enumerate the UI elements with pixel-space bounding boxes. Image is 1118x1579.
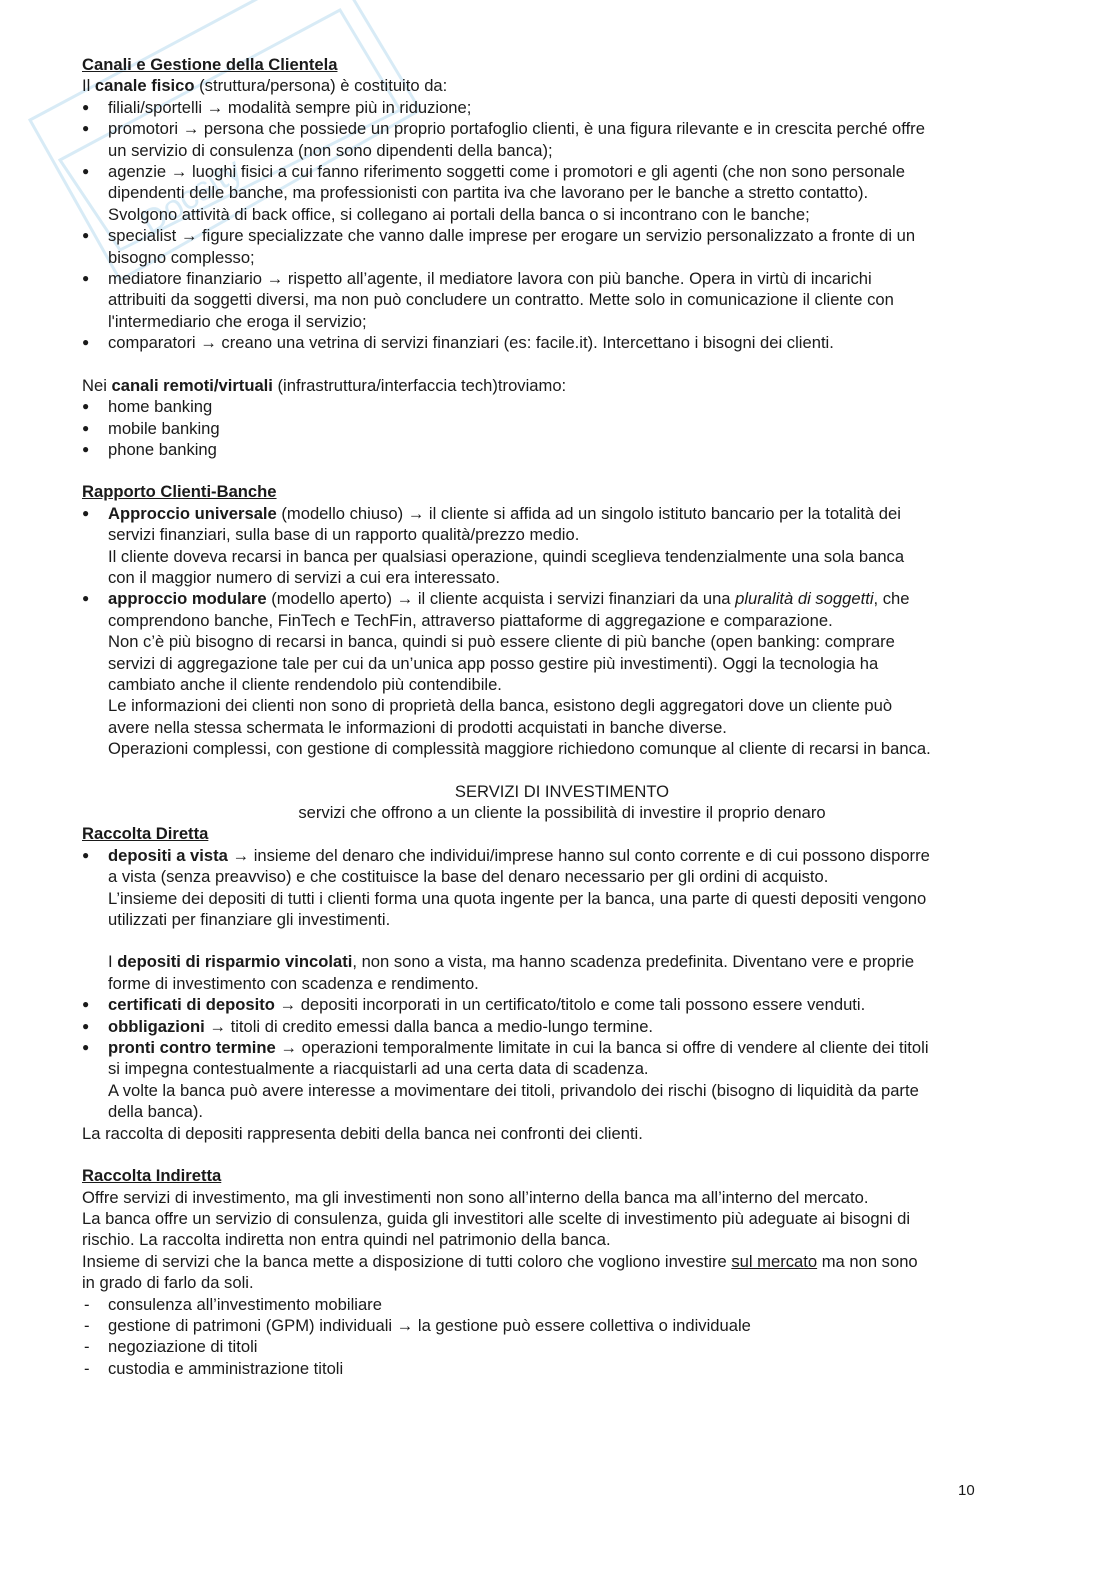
section-title-raccolta-indiretta: Raccolta Indiretta (82, 1166, 222, 1186)
list-item: ● Approccio universale (modello chiuso) → il cliente si affida ad un singolo istituto bancario per la totalità dei servizi finanziari, sulla base di un rapporto qualità/prezzo medio. Il cliente doveva recarsi in banca per qualsiasi operazione, quindi sceglieva tendenzialmente una sola banca con il maggior numero di servizi a cui era interessato. (82, 503, 1042, 589)
raccolta-indiretta-list (82, 1294, 1042, 1380)
raccolta-diretta-list-2 (82, 994, 1042, 1122)
list-item: - negoziazione di titoli (82, 1336, 1042, 1357)
list-item: ● certificati di deposito → depositi incorporati in un certificato/titolo e come tali possono essere venduti. (82, 994, 1042, 1015)
section-title-rapporto: Rapporto Clienti-Banche (82, 482, 277, 502)
section-title-canali: Canali e Gestione della Clientela (82, 55, 338, 74)
section-title-raccolta-diretta: Raccolta Diretta (82, 824, 209, 844)
canale-fisico-list (82, 97, 1042, 354)
list-item: - gestione di patrimoni (GPM) individuali → la gestione può essere collettiva o individuale (82, 1315, 1042, 1336)
canali-remoti-intro: Nei canali remoti/virtuali (infrastruttura/interfaccia tech)troviamo: (82, 375, 567, 395)
servizi-heading: SERVIZI DI INVESTIMENTO (454, 781, 670, 801)
canale-fisico-intro: Il canale fisico (struttura/persona) è costituito da: (82, 76, 448, 96)
list-item: ● filiali/sportelli → modalità sempre più in riduzione; (82, 97, 1042, 118)
list-item: ● mobile banking (82, 418, 1042, 439)
canali-remoti-list (82, 396, 1042, 460)
raccolta-diretta-list (82, 845, 1042, 931)
list-item: - custodia e amministrazione titoli (82, 1358, 1042, 1379)
list-item: ● comparatori → creano una vetrina di servizi finanziari (es: facile.it). Intercettano i bisogni dei clienti. (82, 332, 1042, 353)
servizi-subheading: servizi che offrono a un cliente la possibilità di investire il proprio denaro (298, 803, 826, 822)
list-item: ● promotori → persona che possiede un proprio portafoglio clienti, è una figura rilevante e in crescita perché offre un servizio di consulenza (non sono dipendenti della banca); (82, 118, 1042, 161)
page-number: 10 (958, 1482, 975, 1499)
raccolta-closing: La raccolta di depositi rappresenta debiti della banca nei confronti dei clienti. (82, 1123, 643, 1143)
list-item: ● specialist → figure specializzate che vanno dalle imprese per erogare un servizio personalizzato a fronte di un bisogno complesso; (82, 225, 1042, 268)
list-item: ● pronti contro termine → operazioni temporalmente limitate in cui la banca si offre di vendere al cliente dei titoli si impegna contestualmente a riacquistarli ad una certa data di scadenza. A volte la banca può avere interesse a movimentare dei titoli, privandolo dei rischi (bisogno di liquidità da parte della banca). (82, 1037, 1042, 1123)
list-item: ● home banking (82, 396, 1042, 417)
list-item: ● mediatore finanziario → rispetto all’agente, il mediatore lavora con più banche. Opera in virtù di incarichi attribuiti da soggetti diversi, ma non può concludere un contratto. Mette solo in comunicazione il cliente con l'intermediario che eroga il servizio; (82, 268, 1042, 332)
list-item: ● agenzie → luoghi fisici a cui fanno riferimento soggetti come i promotori e gli agenti (che non sono personale dipendenti delle banche, ma professionisti con partita iva che lavorano per le banche a stretto contatto). Svolgono attività di back office, si collegano ai portali della banca o si incontrano con le banche; (82, 161, 1042, 225)
list-item: ● obbligazioni → titoli di credito emessi dalla banca a medio-lungo termine. (82, 1016, 1042, 1037)
raccolta-indiretta-paragraph: Offre servizi di investimento, ma gli investimenti non sono all’interno della banca ma all’interno del mercato. La banca offre un servizio di consulenza, guida gli investitori alle scelte di investimento più adeguate ai bisogni di rischio. La raccolta indiretta non entra quindi nel patrimonio della banca. Insieme di servizi che la banca mette a disposizione di tutti coloro che vogliono investire sul mercato ma non sono in grado di farlo da soli. (82, 1187, 918, 1293)
list-item: ● approccio modulare (modello aperto) → il cliente acquista i servizi finanziari da una pluralità di soggetti, che comprendono banche, FinTech e TechFin, attraverso piattaforme di aggregazione e comparazione. Non c’è più bisogno di recarsi in banca, quindi si può essere cliente di più banche (open banking: comprare servizi di aggregazione tale per cui da un’unica app posso gestire più investimenti). Oggi la tecnologia ha cambiato anche il cliente rendendolo più contendibile. Le informazioni dei clienti non sono di proprietà della banca, esistono degli aggregatori dove un cliente può avere nella stessa schermata le informazioni di prodotti acquistati in banche diverse. Operazioni complessi, con gestione di complessità maggiore richiedono comunque al cliente di recarsi in banca. (82, 588, 1042, 759)
rapporto-list (82, 503, 1042, 760)
list-item: ● phone banking (82, 439, 1042, 460)
depositi-vincolati-paragraph: I depositi di risparmio vincolati, non sono a vista, ma hanno scadenza predefinita. Diventano vere e proprie forme di investimento con scadenza e rendimento. (108, 952, 915, 993)
watermark-tag: Docsity (134, 150, 249, 242)
list-item: ● depositi a vista → insieme del denaro che individui/imprese hanno sul conto corrente e di cui possono disporre a vista (senza preavviso) e che costituisce la base del denaro necessario per gli ordini di acquisto. L’insieme dei depositi di tutti i clienti forma una quota ingente per la banca, una parte di questi depositi vengono utilizzati per finanziare gli investimenti. (82, 845, 1042, 931)
list-item: - consulenza all’investimento mobiliare (82, 1294, 1042, 1315)
document-page (82, 54, 1042, 1379)
